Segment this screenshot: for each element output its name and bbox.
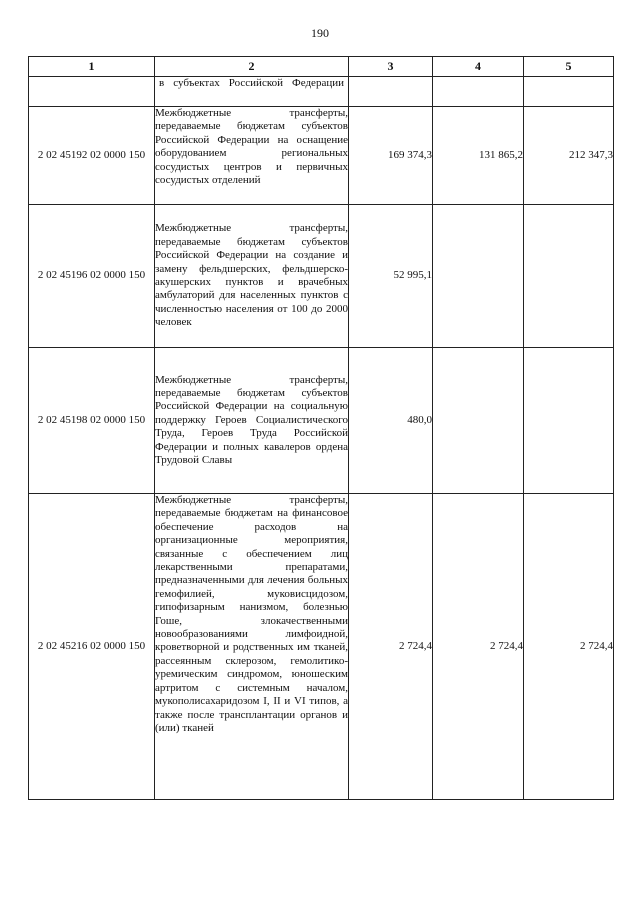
description-cell <box>155 77 349 107</box>
value-col5 <box>524 77 614 107</box>
column-header-3: 3 <box>349 57 433 77</box>
column-header-4: 4 <box>433 57 524 77</box>
description-cell: Межбюджетные трансферты, передаваемые бюджетам субъектов Российской Федерации на создание и замену фельдшерских, фельдшерско-акушерских пунктов и врачебных амбулаторий для населенных пунктов с численностью населения от 100 до 2000 человек <box>155 205 349 348</box>
code-cell: 2 02 45192 02 0000 150 <box>29 107 155 205</box>
value-col4 <box>433 77 524 107</box>
table-header-row <box>29 57 614 77</box>
code-cell: 2 02 45216 02 0000 150 <box>29 494 155 800</box>
column-header-5: 5 <box>524 57 614 77</box>
value-col4 <box>433 348 524 494</box>
value-col4: 131 865,2 <box>433 107 524 205</box>
value-col5: 212 347,3 <box>524 107 614 205</box>
value-col3: 480,0 <box>349 348 433 494</box>
code-cell: 2 02 45196 02 0000 150 <box>29 205 155 348</box>
table-row <box>29 348 614 494</box>
budget-table <box>28 56 614 800</box>
value-col3: 169 374,3 <box>349 107 433 205</box>
value-col3 <box>349 77 433 107</box>
table-row <box>29 107 614 205</box>
page-number: 190 <box>311 26 329 40</box>
column-header-2: 2 <box>155 57 349 77</box>
table-row <box>29 77 614 107</box>
value-col3: 2 724,4 <box>349 494 433 800</box>
value-col5 <box>524 348 614 494</box>
code-cell <box>29 77 155 107</box>
table-row <box>29 494 614 800</box>
table-row <box>29 205 614 348</box>
value-col4 <box>433 205 524 348</box>
value-col5: 2 724,4 <box>524 494 614 800</box>
description-cell: Межбюджетные трансферты, передаваемые бюджетам на финансовое обеспечение расходов на организационные мероприятия, связанные с обеспечением лиц лекарственными препаратами, предназначенными для лечения больных гемофилией, муковисцидозом, гипофизарным нанизмом, болезнью Гоше, злокачественными новообразованиями лимфоидной, кроветворной и родственных им тканей, рассеянным склерозом, гемолитико-уремическим синдромом, юношеским артритом с системным началом, мукополисахаридозом I, II и VI типов, а также после трансплантации органов и (или) тканей <box>155 494 349 800</box>
description-cell: Межбюджетные трансферты, передаваемые бюджетам субъектов Российской Федерации на оснащение оборудованием региональных сосудистых центров и первичных сосудистых отделений <box>155 107 349 205</box>
code-cell: 2 02 45198 02 0000 150 <box>29 348 155 494</box>
description-cell: Межбюджетные трансферты, передаваемые бюджетам субъектов Российской Федерации на социальную поддержку Героев Социалистического Труда, Героев Труда Российской Федерации и полных кавалеров ордена Трудовой Славы <box>155 348 349 494</box>
description-text: в субъектах Российской Федерации <box>159 77 344 89</box>
value-col3: 52 995,1 <box>349 205 433 348</box>
value-col5 <box>524 205 614 348</box>
value-col4: 2 724,4 <box>433 494 524 800</box>
column-header-1: 1 <box>29 57 155 77</box>
